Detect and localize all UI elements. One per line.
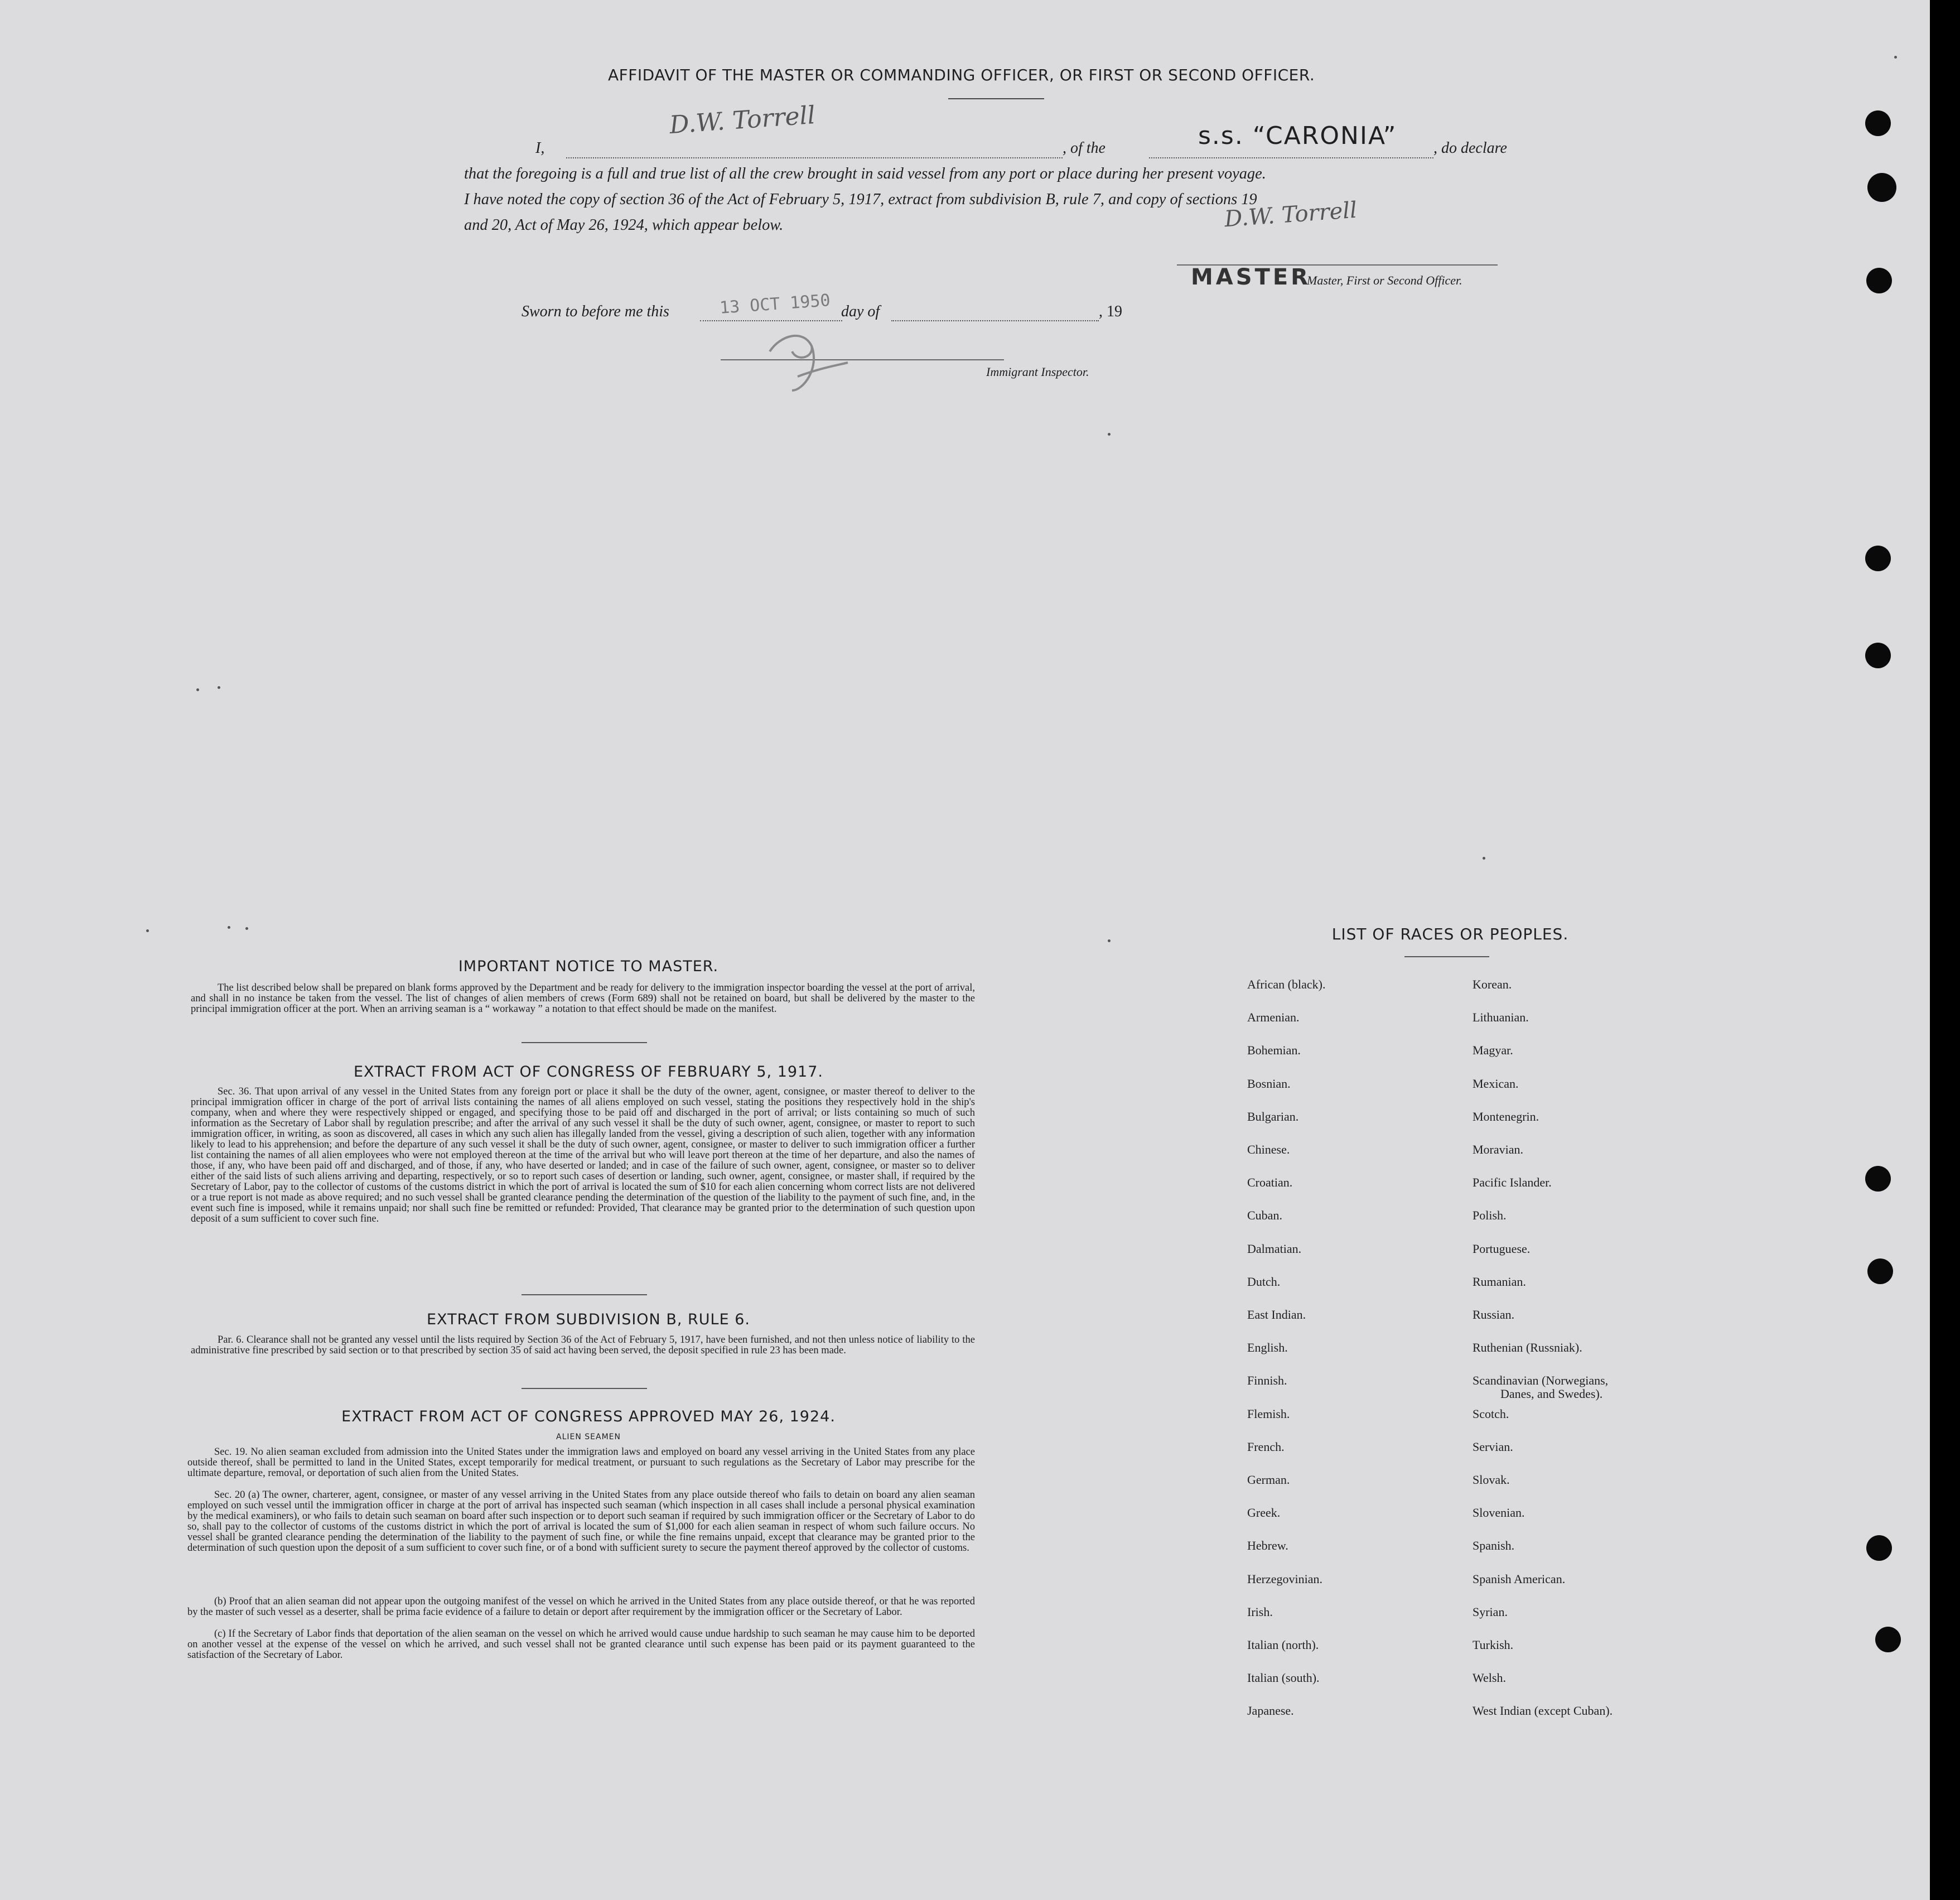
race-item: West Indian (except Cuban).	[1473, 1704, 1613, 1718]
extract1-text: Sec. 36. That upon arrival of any vessel in the United States from any foreign port or place it shall be the duty of the owner, agent, consignee, or master thereof to deliver to the principal immigration officer in charge of the port of arrival lists containing the names of all aliens employed on such vessel, stating the positions they respectively hold in the ship's company, when and where they were respectively shipped or engaged, and specifying those to be paid off and discharged in the port of arrival; or lists containing so much of such information as the Secretary of Labor shall by regulation prescribe; and after the arrival of any such vessel it shall be the duty of such owner, agent, consignee, or master to report to such immigration officer, in writing, as soon as discovered, all cases in which any such alien has illegally landed from the vessel, giving a description of such alien, together with any information likely to lead to his apprehension; and before the departure of any such vessel it shall be the duty of such owner, agent, consignee, or master to deliver to such immigration officer a further list containing the names of all alien employees who were not employed thereon at the time of the arrival but who will leave port thereon at the time of her departure, and also the names of those, if any, who have been paid off and discharged, and of those, if any, who have deserted or landed; and in case of the failure of such owner, agent, consignee, or master so to deliver either of the said lists of such aliens arriving and departing, respectively, or so to report such cases of desertion or landing, such owner, agent, consignee, or master shall, if required by the Secretary of Labor, pay to the collector of customs of the customs district in which the port of arrival is located the sum of $10 for each alien concerning whom correct lists are not delivered or a true report is not made as above required; and no such vessel shall be granted clearance pending the determination of the question of the liability to the payment of such fine, and, in the event such fine is imposed, while it remains unpaid; nor shall such fine be remitted or refunded: Provided, That clearance may be granted prior to the determination of such question upon deposit of a sum sufficient to cover such fine.	[191, 1086, 975, 1224]
vessel-blank-line	[1149, 157, 1433, 158]
affidavit-line-4: and 20, Act of May 26, 1924, which appear below.	[464, 216, 784, 234]
punch-hole	[1865, 643, 1891, 668]
race-item: Cuban.	[1247, 1208, 1282, 1223]
inspector-initials-stroke	[770, 336, 848, 390]
scan-speck	[196, 688, 199, 691]
punch-hole	[1866, 268, 1892, 293]
race-item: Montenegrin.	[1473, 1109, 1539, 1123]
punch-hole	[1875, 1627, 1901, 1652]
of-the-label: , of the	[1063, 139, 1105, 157]
race-item: Greek.	[1247, 1506, 1281, 1520]
punch-hole	[1867, 173, 1896, 202]
race-item: Japanese.	[1247, 1704, 1294, 1718]
punch-hole	[1865, 546, 1891, 571]
race-item: Scandinavian (Norwegians,	[1473, 1373, 1609, 1388]
race-item: Syrian.	[1473, 1604, 1508, 1619]
extract3-sec20b: (b) Proof that an alien seaman did not appear upon the outgoing manifest of the vessel on which he arrived in the United States from any place outside thereof, or that he was reported by the master of such vessel as a deserter, shall be prima facie evidence of a failure to detain or deport after requirement by the immigration officer or the Secretary of Labor.	[187, 1596, 975, 1618]
race-item: Rumanian.	[1473, 1274, 1526, 1289]
master-signature: D.W. Torrell	[668, 100, 817, 140]
race-item: German.	[1247, 1473, 1290, 1487]
day-of-label: day of	[841, 303, 880, 320]
punch-hole	[1865, 110, 1891, 136]
race-item: Italian (south).	[1247, 1671, 1320, 1685]
extract3-sec20c: (c) If the Secretary of Labor finds that deportation of the alien seaman on the vessel on which he arrived would cause undue hardship to such seaman he may cause him to be deported on another vessel at the expense of the vessel on which he arrived, and such vessel shall not be granted clearance until such expense has been paid or its payment guaranteed to the satisfaction of the Secretary of Labor.	[187, 1628, 975, 1661]
sworn-date-stamp: 13 OCT 1950	[719, 291, 831, 318]
race-item: Finnish.	[1247, 1373, 1287, 1388]
race-item: Spanish American.	[1473, 1571, 1566, 1586]
inspector-initials	[759, 312, 859, 402]
race-item: Portuguese.	[1473, 1241, 1531, 1256]
scan-border	[1930, 0, 1960, 1900]
race-item: Mexican.	[1473, 1076, 1519, 1091]
affidavit-title: AFFIDAVIT OF THE MASTER OR COMMANDING OFFICER, OR FIRST OR SECOND OFFICER.	[608, 66, 1315, 84]
race-item: Slovak.	[1473, 1473, 1510, 1487]
race-item: Lithuanian.	[1473, 1010, 1529, 1025]
race-item: French.	[1247, 1439, 1285, 1454]
race-item: Spanish.	[1473, 1539, 1515, 1553]
race-item: Bohemian.	[1247, 1043, 1301, 1058]
notice-title: IMPORTANT NOTICE TO MASTER.	[458, 958, 719, 975]
race-item: Croatian.	[1247, 1175, 1293, 1190]
scan-speck	[1894, 56, 1897, 59]
extract3-sec20a: Sec. 20 (a) The owner, charterer, agent, consignee, or master of any vessel arriving in the United States from any place outside thereof who fails to detain on board any alien seaman employed on such vessel until the immigration officer in charge at the port of arrival has inspected such seaman (which inspection in all cases shall include a personal physical examination by the medical examiners), or who fails to detain such seaman on board after such inspection or to deport such seaman if required by such immigration officer or the Secretary of Labor to do so, shall pay to the collector of customs of the customs district in which the port of arrival is located the sum of $1,000 for each alien seaman in respect of whom such failure occurs. No vessel shall be granted clearance pending the determination of the liability to the payment of such fine, or while the fine remains unpaid, except that clearance may be granted prior to the determination of such question upon the deposit of a sum sufficient to cover such fine, or of a bond with sufficient surety to secure the payment thereof approved by the collector of customs.	[187, 1489, 975, 1554]
scan-speck	[1108, 433, 1111, 436]
master-caption: Master, First or Second Officer.	[1307, 273, 1462, 287]
extract2-title: EXTRACT FROM SUBDIVISION B, RULE 6.	[427, 1311, 750, 1328]
race-item: Dutch.	[1247, 1274, 1281, 1289]
races-title: LIST OF RACES OR PEOPLES.	[1331, 925, 1569, 943]
inspector-caption: Immigrant Inspector.	[986, 365, 1089, 379]
race-item: Magyar.	[1473, 1043, 1513, 1058]
race-item: Bosnian.	[1247, 1076, 1291, 1091]
race-item: Russian.	[1473, 1308, 1515, 1322]
punch-hole	[1866, 1535, 1892, 1561]
do-declare-label: , do declare	[1433, 139, 1507, 157]
race-item: Moravian.	[1473, 1142, 1524, 1156]
race-item: Bulgarian.	[1247, 1109, 1299, 1123]
affidavit-line-3: I have noted the copy of section 36 of the Act of February 5, 1917, extract from subdivision B, rule 7, and copy of sections 19	[464, 191, 1257, 208]
race-item: Italian (north).	[1247, 1638, 1319, 1652]
extract3-subtitle: ALIEN SEAMEN	[556, 1433, 621, 1441]
race-item: African (black).	[1247, 977, 1326, 991]
scan-speck	[146, 929, 149, 932]
race-item: Flemish.	[1247, 1406, 1290, 1421]
race-item: Korean.	[1473, 977, 1512, 991]
affidavit-i-label: I,	[535, 139, 545, 157]
race-item: Servian.	[1473, 1439, 1513, 1454]
race-item: East Indian.	[1247, 1308, 1306, 1322]
race-item: Irish.	[1247, 1604, 1273, 1619]
race-item: Danes, and Swedes).	[1500, 1387, 1603, 1401]
race-item: Slovenian.	[1473, 1506, 1525, 1520]
name-blank-line	[566, 157, 1063, 158]
race-item: Dalmatian.	[1247, 1241, 1302, 1256]
race-item: Polish.	[1473, 1208, 1507, 1223]
race-item: Ruthenian (Russniak).	[1473, 1340, 1582, 1355]
year-label: , 19	[1099, 303, 1122, 320]
scan-speck	[1483, 857, 1485, 860]
punch-hole	[1867, 1258, 1893, 1284]
race-item: Chinese.	[1247, 1142, 1290, 1156]
races-title-underline	[1404, 956, 1489, 957]
race-item: Welsh.	[1473, 1671, 1506, 1685]
notice-divider	[522, 1042, 647, 1043]
scan-speck	[1108, 939, 1111, 942]
extract1-title: EXTRACT FROM ACT OF CONGRESS OF FEBRUARY 5, 1917.	[354, 1063, 823, 1081]
month-line	[891, 320, 1099, 321]
master-stamp: MASTER	[1191, 264, 1311, 290]
race-item: Hebrew.	[1247, 1539, 1288, 1553]
title-underline	[948, 98, 1044, 99]
extract2-divider	[522, 1388, 647, 1389]
punch-hole	[1865, 1166, 1891, 1192]
race-item: English.	[1247, 1340, 1288, 1355]
master-signature-2: D.W. Torrell	[1223, 197, 1358, 233]
extract1-divider	[522, 1294, 647, 1295]
race-item: Pacific Islander.	[1473, 1175, 1552, 1190]
race-item: Scotch.	[1473, 1406, 1509, 1421]
scan-speck	[218, 686, 220, 689]
vessel-name: s.s. “CARONIA”	[1198, 122, 1397, 150]
scan-speck	[228, 926, 230, 929]
scan-speck	[245, 927, 248, 930]
notice-text: The list described below shall be prepared on blank forms approved by the Department and be ready for delivery to the immigration inspector boarding the vessel at the port of arrival, and shall in no instance be taken from the vessel. The list of changes of alien members of crews (Form 689) shall not be retained on board, but shall be delivered by the master to the principal immigration officer at the port. When an arriving seaman is a “ workaway ” a notation to that effect should be made on the manifest.	[191, 982, 975, 1015]
extract3-title: EXTRACT FROM ACT OF CONGRESS APPROVED MAY 26, 1924.	[341, 1408, 836, 1425]
sworn-label: Sworn to before me this	[522, 303, 669, 320]
race-item: Armenian.	[1247, 1010, 1300, 1025]
affidavit-line-2: that the foregoing is a full and true list of all the crew brought in said vessel from any port or place during her present voyage.	[464, 165, 1266, 182]
race-item: Herzegovinian.	[1247, 1571, 1322, 1586]
race-item: Turkish.	[1473, 1638, 1514, 1652]
extract3-sec19: Sec. 19. No alien seaman excluded from admission into the United States under the immigration laws and employed on board any vessel arriving in the United States from any place outside thereof, shall be permitted to land in the United States, except temporarily for medical treatment, or pursuant to such regulations as the Secretary of Labor may prescribe for the ultimate departure, removal, or deportation of such alien from the United States.	[187, 1446, 975, 1479]
extract2-text: Par. 6. Clearance shall not be granted any vessel until the lists required by Section 36 of the Act of February 5, 1917, have been furnished, and not then unless notice of liability to the administrative fine prescribed by said section or to that prescribed by section 35 of said act having been served, the deposit specified in rule 23 has been made.	[191, 1334, 975, 1356]
